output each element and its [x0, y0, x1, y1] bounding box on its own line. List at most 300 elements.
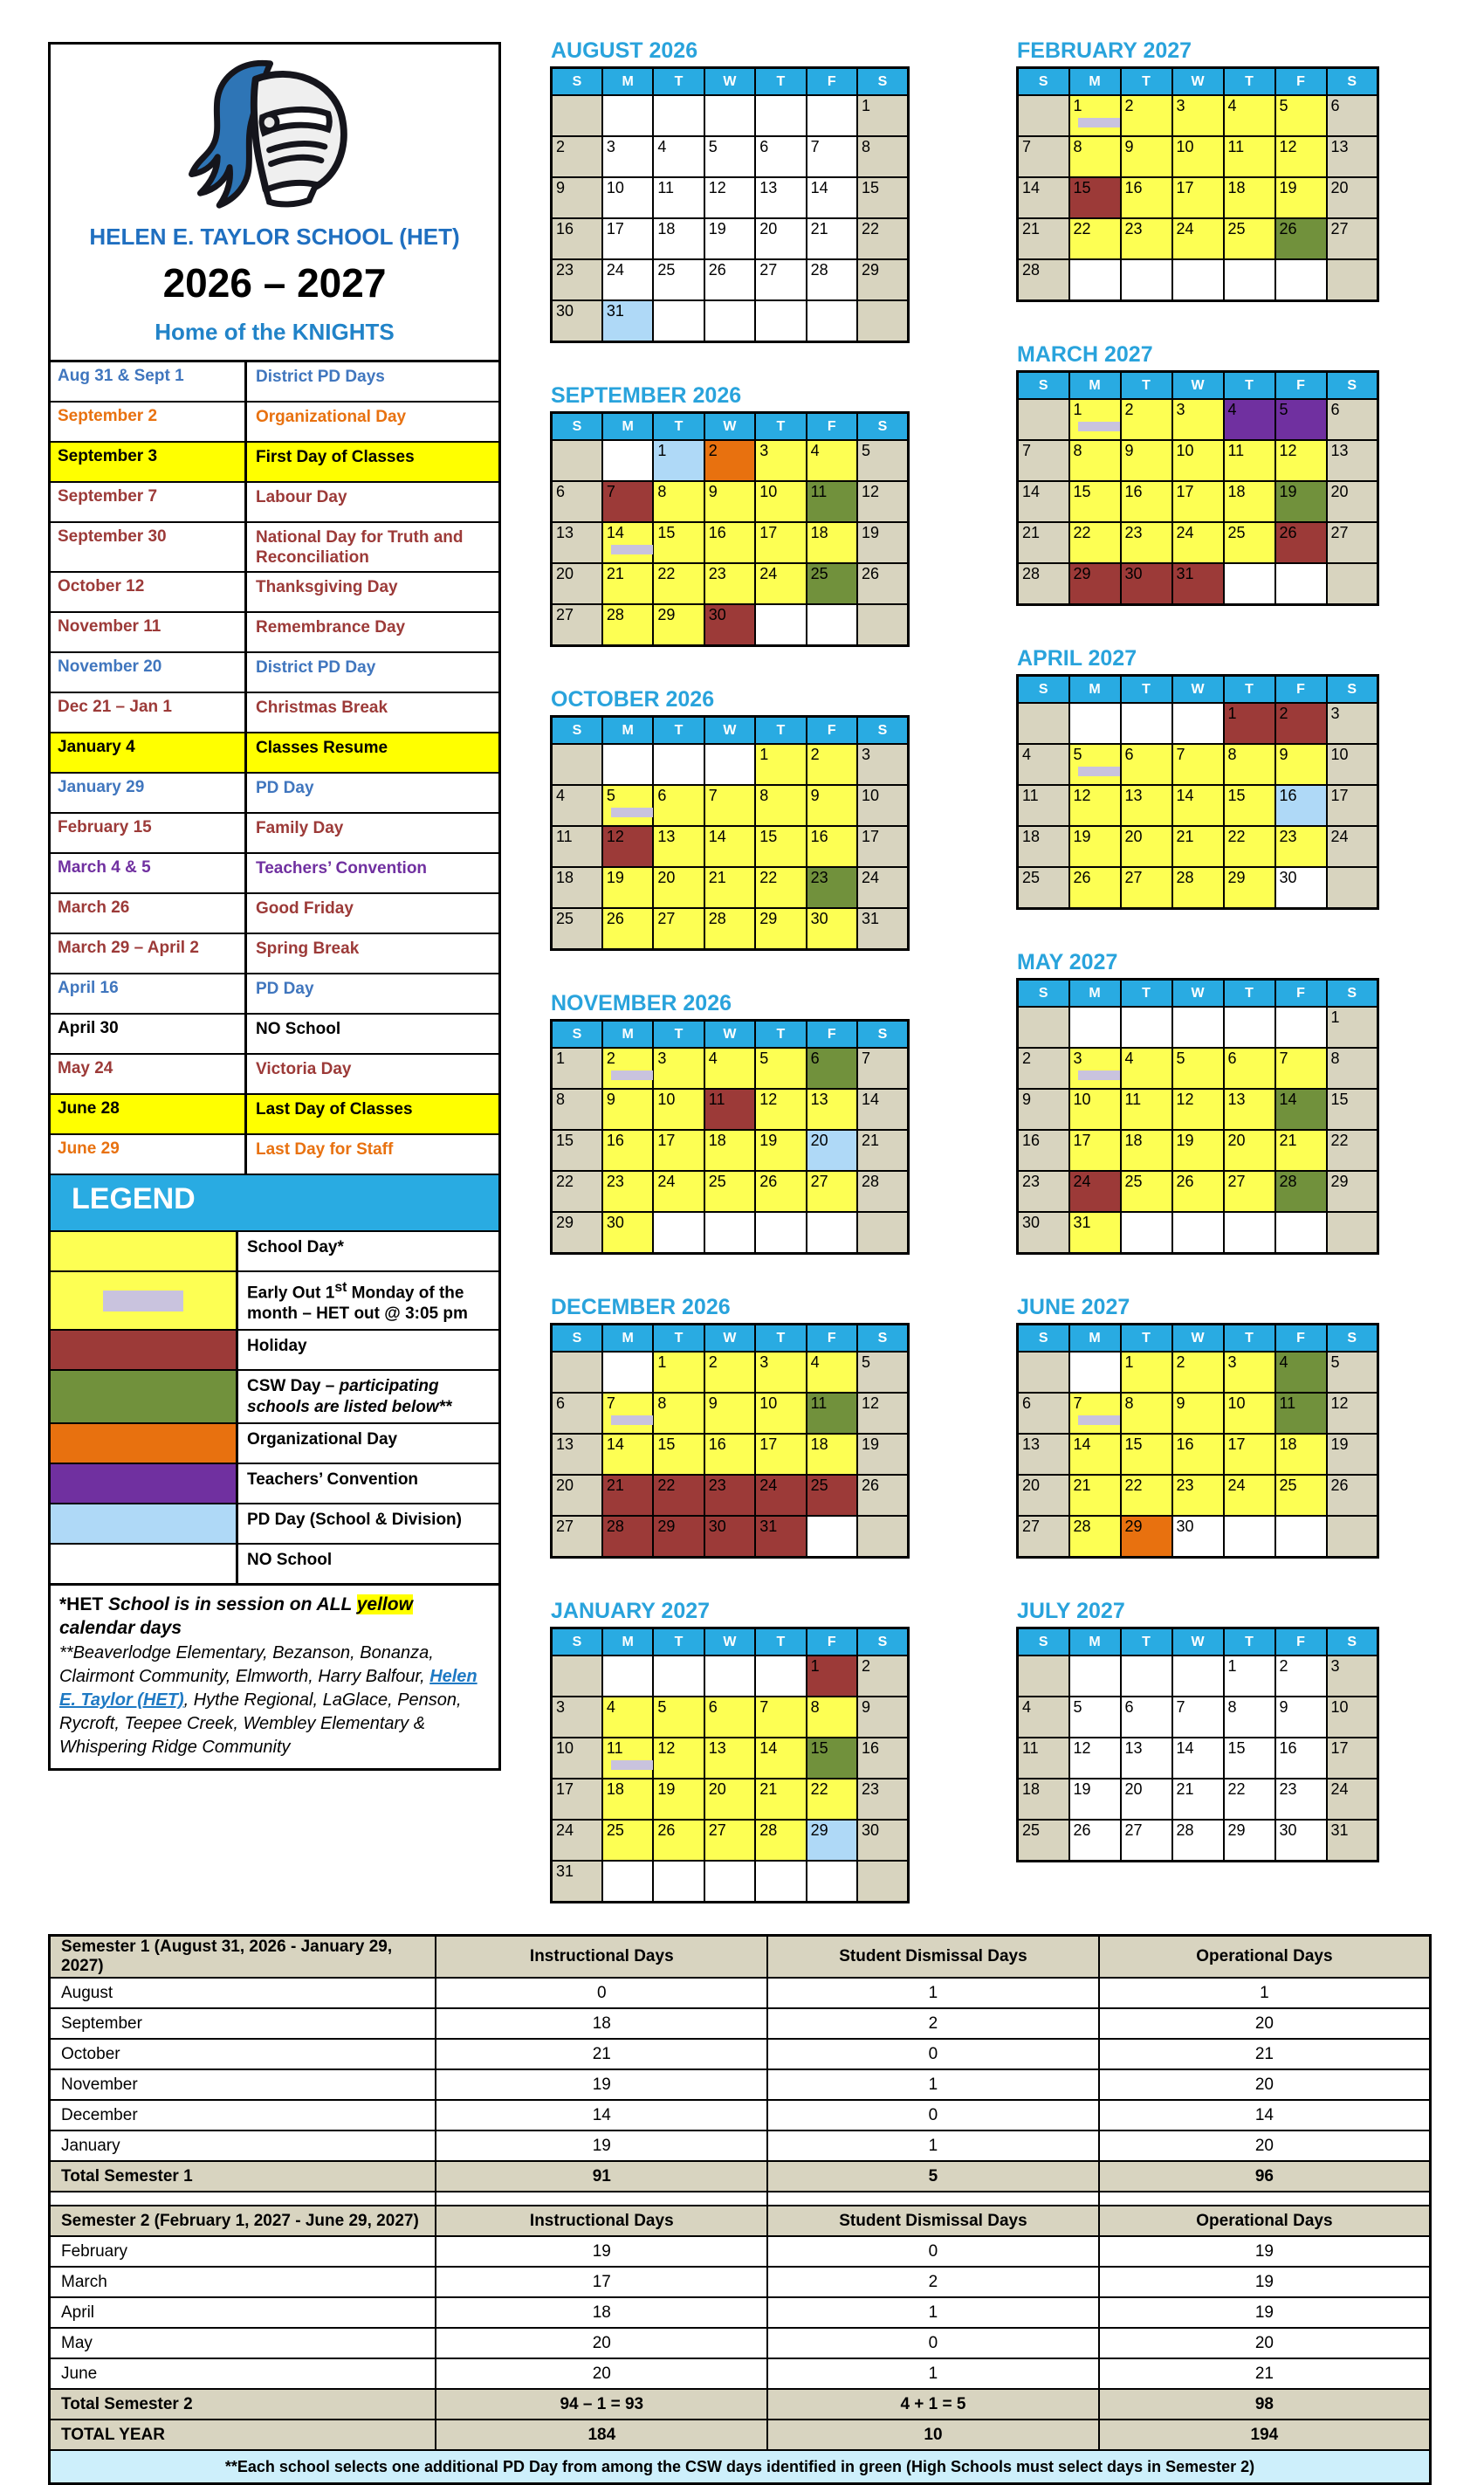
day-of-week-header: T: [653, 413, 704, 441]
footnote-session: *HET School is in session on ALL yellow calendar days: [59, 1594, 413, 1639]
day-cell: 4: [1224, 399, 1275, 440]
day-cell: 20: [807, 1130, 857, 1171]
day-cell: 26: [755, 1171, 806, 1212]
day-of-week-header: M: [1069, 1325, 1121, 1353]
day-of-week-header: S: [552, 1325, 602, 1353]
calendar-week-row: [1018, 703, 1378, 744]
summary-footnote: **Each school selects one additional PD Day from among the CSW days identified in green (High Schools must select days in Semester 2): [50, 2450, 1431, 2484]
legend-item-early-out: [51, 1270, 498, 1329]
day-of-week-header: M: [602, 717, 653, 745]
summary-value: 0: [767, 2328, 1099, 2358]
day-of-week-row: [1018, 68, 1378, 96]
day-cell: 1: [1069, 95, 1121, 136]
calendar-week-row: [552, 95, 909, 136]
day-cell: [1018, 95, 1069, 136]
key-date-row: [51, 774, 498, 814]
day-cell: 12: [1069, 1738, 1121, 1779]
day-of-week-header: W: [704, 1021, 755, 1049]
day-cell: 9: [807, 785, 857, 826]
day-cell: 29: [653, 604, 704, 646]
summary-value: 2: [767, 2008, 1099, 2039]
day-cell: 14: [1172, 1738, 1224, 1779]
day-of-week-header: T: [755, 717, 806, 745]
month-summary-row: [50, 2297, 1431, 2328]
day-cell: 7: [602, 1393, 653, 1434]
school-day-swatch: [51, 1232, 238, 1270]
day-cell: 24: [653, 1171, 704, 1212]
day-cell: [755, 95, 806, 136]
day-cell: 11: [1275, 1393, 1327, 1434]
month-january-2027: [550, 1599, 910, 1903]
early-out-stripe: [1078, 118, 1120, 127]
spacer-row: [50, 2192, 1431, 2206]
day-of-week-header: M: [602, 413, 653, 441]
day-cell: 26: [704, 259, 755, 300]
day-cell: 20: [1018, 1475, 1069, 1516]
day-of-week-header: S: [1018, 676, 1069, 704]
day-cell: 2: [1172, 1352, 1224, 1393]
day-cell: 10: [602, 177, 653, 218]
day-cell: 29: [1327, 1171, 1378, 1212]
day-cell: 18: [653, 218, 704, 259]
day-cell: 30: [602, 1212, 653, 1254]
day-cell: 12: [857, 1393, 908, 1434]
sidebar-footnotes: [51, 1583, 498, 1768]
day-of-week-header: S: [857, 413, 908, 441]
calendar-column-2: [1016, 38, 1379, 1903]
day-cell: [653, 1861, 704, 1903]
day-cell: 21: [857, 1130, 908, 1171]
day-cell: 11: [704, 1089, 755, 1130]
day-cell: [653, 1212, 704, 1254]
semester-total-row: [50, 2389, 1431, 2420]
calendar-week-row: [1018, 1130, 1378, 1171]
day-of-week-header: F: [1275, 676, 1327, 704]
day-cell: 4: [1121, 1048, 1172, 1089]
day-cell: 16: [1172, 1434, 1224, 1475]
day-cell: 23: [704, 1475, 755, 1516]
summary-row-label: Semester 1 (August 31, 2026 - January 29, 2027): [50, 1936, 436, 1979]
day-cell: 27: [1224, 1171, 1275, 1212]
day-cell: 18: [704, 1130, 755, 1171]
day-cell: 8: [857, 136, 908, 177]
day-cell: [807, 300, 857, 342]
day-cell: 3: [1327, 1656, 1378, 1697]
early-out-stripe: [611, 1415, 653, 1425]
day-cell: 12: [755, 1089, 806, 1130]
calendar-grid: [1016, 1627, 1379, 1862]
day-cell: 4: [602, 1697, 653, 1738]
month-title: APRIL 2027: [1017, 646, 1137, 671]
key-date-event: District PD Days: [256, 368, 385, 386]
day-of-week-row: [1018, 372, 1378, 400]
calendar-week-row: [552, 1697, 909, 1738]
key-date-row: [51, 613, 498, 653]
day-cell: 3: [755, 1352, 806, 1393]
day-of-week-header: M: [1069, 372, 1121, 400]
calendar-week-row: [552, 1475, 909, 1516]
day-cell: 30: [552, 300, 602, 342]
calendar-grid: [1016, 978, 1379, 1255]
day-cell: 4: [1018, 1697, 1069, 1738]
day-of-week-header: S: [552, 68, 602, 96]
day-of-week-header: S: [1018, 372, 1069, 400]
day-cell: [1018, 399, 1069, 440]
calendar-week-row: [552, 1130, 909, 1171]
day-cell: [602, 1656, 653, 1697]
summary-value: 10: [767, 2420, 1099, 2450]
day-cell: 28: [807, 259, 857, 300]
day-cell: 26: [857, 1475, 908, 1516]
calendar-week-row: [1018, 136, 1378, 177]
day-of-week-header: S: [1327, 1628, 1378, 1656]
day-cell: 12: [704, 177, 755, 218]
day-of-week-header: T: [653, 1628, 704, 1656]
summary-row-label: November: [50, 2069, 436, 2100]
day-cell: 24: [755, 563, 806, 604]
day-cell: 14: [1018, 481, 1069, 522]
day-cell: 20: [1121, 826, 1172, 867]
summary-value: 20: [1099, 2069, 1431, 2100]
day-cell: 22: [1327, 1130, 1378, 1171]
day-cell: 1: [653, 1352, 704, 1393]
day-cell: 13: [1121, 785, 1172, 826]
day-cell: 3: [755, 440, 806, 481]
day-cell: 10: [1327, 744, 1378, 785]
day-of-week-header: T: [1224, 1628, 1275, 1656]
calendar-week-row: [552, 218, 909, 259]
summary-value: 0: [436, 1978, 767, 2008]
day-cell: 14: [704, 826, 755, 867]
day-cell: 18: [807, 522, 857, 563]
summary-value: 2: [767, 2267, 1099, 2297]
day-cell: [1224, 1212, 1275, 1254]
day-cell: 19: [1327, 1434, 1378, 1475]
het-school-link[interactable]: Helen E. Taylor (HET): [59, 1667, 477, 1711]
calendar-grid: [550, 411, 910, 647]
day-cell: [1121, 1007, 1172, 1048]
day-cell: 27: [1018, 1516, 1069, 1558]
month-title: SEPTEMBER 2026: [551, 383, 742, 408]
day-cell: [1172, 1212, 1224, 1254]
day-cell: 28: [602, 604, 653, 646]
summary-row-label: January: [50, 2130, 436, 2161]
day-cell: 6: [1327, 399, 1378, 440]
day-cell: 15: [653, 1434, 704, 1475]
day-cell: 13: [552, 1434, 602, 1475]
summary-value: 14: [1099, 2100, 1431, 2130]
day-cell: 9: [1172, 1393, 1224, 1434]
day-cell: 23: [552, 259, 602, 300]
day-cell: [653, 1656, 704, 1697]
calendar-week-row: [1018, 1048, 1378, 1089]
day-cell: 5: [1172, 1048, 1224, 1089]
day-cell: [1224, 1007, 1275, 1048]
key-date-row: [51, 974, 498, 1015]
day-of-week-header: M: [602, 68, 653, 96]
day-cell: 9: [1121, 440, 1172, 481]
day-cell: 17: [755, 522, 806, 563]
day-cell: 11: [807, 1393, 857, 1434]
month-summary-row: [50, 2358, 1431, 2389]
day-cell: 17: [1327, 1738, 1378, 1779]
semester-summary: [48, 1934, 1432, 2485]
day-cell: 26: [1069, 1820, 1121, 1862]
day-cell: 2: [857, 1656, 908, 1697]
day-cell: 8: [755, 785, 806, 826]
day-cell: 15: [1327, 1089, 1378, 1130]
legend-label: CSW Day – participating schools are listed below**: [247, 1377, 452, 1417]
day-cell: 4: [1275, 1352, 1327, 1393]
day-of-week-header: W: [1172, 68, 1224, 96]
day-cell: 16: [857, 1738, 908, 1779]
key-date: November 20: [51, 653, 247, 692]
legend-item-pd-day: [51, 1503, 498, 1543]
day-cell: [1172, 259, 1224, 301]
day-cell: 10: [857, 785, 908, 826]
day-of-week-header: M: [1069, 68, 1121, 96]
summary-row-label: October: [50, 2039, 436, 2069]
day-cell: 13: [1018, 1434, 1069, 1475]
summary-row-label: August: [50, 1978, 436, 2008]
day-of-week-header: S: [1018, 1325, 1069, 1353]
day-cell: 11: [653, 177, 704, 218]
summary-value: 20: [1099, 2130, 1431, 2161]
key-date-event: Good Friday: [256, 899, 354, 918]
day-cell: 10: [1172, 136, 1224, 177]
day-cell: 19: [857, 522, 908, 563]
day-cell: 21: [602, 563, 653, 604]
day-cell: 26: [1172, 1171, 1224, 1212]
day-cell: [1121, 1656, 1172, 1697]
day-cell: 19: [1069, 1779, 1121, 1820]
day-of-week-row: [1018, 676, 1378, 704]
day-cell: 15: [1121, 1434, 1172, 1475]
summary-value: 1: [767, 2297, 1099, 2328]
day-cell: 18: [1275, 1434, 1327, 1475]
summary-value: 0: [767, 2236, 1099, 2267]
day-cell: 16: [602, 1130, 653, 1171]
day-cell: 6: [755, 136, 806, 177]
key-date: November 11: [51, 613, 247, 651]
summary-value: 19: [1099, 2236, 1431, 2267]
key-date-event: Christmas Break: [256, 699, 388, 717]
day-cell: 25: [1018, 1820, 1069, 1862]
day-cell: [552, 1352, 602, 1393]
day-cell: 30: [704, 1516, 755, 1558]
calendar-grid: [1016, 1323, 1379, 1559]
calendar-week-row: [552, 1048, 909, 1089]
day-cell: 27: [755, 259, 806, 300]
day-cell: 15: [807, 1738, 857, 1779]
spacer-cell: [767, 2192, 1099, 2206]
day-cell: 8: [807, 1697, 857, 1738]
day-of-week-header: S: [552, 1628, 602, 1656]
day-cell: 25: [1275, 1475, 1327, 1516]
key-date-row: [51, 573, 498, 613]
day-cell: 1: [1327, 1007, 1378, 1048]
day-cell: 31: [602, 300, 653, 342]
day-cell: 9: [1275, 744, 1327, 785]
day-cell: 5: [1069, 744, 1121, 785]
summary-value: 184: [436, 2420, 767, 2450]
day-cell: 25: [552, 908, 602, 950]
day-cell: 4: [1018, 744, 1069, 785]
day-cell: 17: [1172, 177, 1224, 218]
key-date-event: Family Day: [256, 819, 344, 837]
day-cell: [1275, 259, 1327, 301]
calendar-week-row: [1018, 1171, 1378, 1212]
calendar-grid: [550, 1627, 910, 1903]
day-cell: [1172, 1007, 1224, 1048]
day-cell: [1069, 1352, 1121, 1393]
day-cell: 5: [755, 1048, 806, 1089]
key-date-event: Last Day of Classes: [256, 1100, 413, 1119]
key-date: January 29: [51, 774, 247, 812]
day-cell: 19: [602, 867, 653, 908]
month-summary-row: [50, 2130, 1431, 2161]
day-cell: [1275, 1212, 1327, 1254]
day-cell: 5: [602, 785, 653, 826]
month-october-2026: [550, 687, 910, 951]
day-cell: 28: [1172, 1820, 1224, 1862]
day-cell: [704, 744, 755, 785]
summary-value: 0: [767, 2100, 1099, 2130]
calendar-week-row: [1018, 1697, 1378, 1738]
early-out-stripe: [611, 1070, 653, 1080]
day-cell: [1224, 259, 1275, 301]
day-cell: [1069, 1007, 1121, 1048]
day-cell: 2: [1121, 399, 1172, 440]
day-cell: 24: [552, 1820, 602, 1861]
day-cell: 1: [1224, 1656, 1275, 1697]
day-cell: 15: [1224, 1738, 1275, 1779]
day-cell: 4: [807, 1352, 857, 1393]
day-of-week-header: T: [1121, 676, 1172, 704]
day-cell: 22: [755, 867, 806, 908]
key-date: March 4 & 5: [51, 854, 247, 892]
month-summary-row: [50, 2328, 1431, 2358]
day-cell: 28: [704, 908, 755, 950]
day-cell: 31: [1172, 563, 1224, 605]
day-cell: 7: [1018, 440, 1069, 481]
key-date: September 3: [51, 443, 247, 481]
calendar-week-row: [552, 826, 909, 867]
key-date: February 15: [51, 814, 247, 852]
day-cell: 17: [1172, 481, 1224, 522]
day-cell: [1018, 1656, 1069, 1697]
day-of-week-row: [552, 1628, 909, 1656]
day-cell: 15: [857, 177, 908, 218]
day-cell: 6: [1018, 1393, 1069, 1434]
day-cell: 14: [755, 1738, 806, 1779]
day-cell: 15: [755, 826, 806, 867]
day-cell: 29: [1224, 867, 1275, 909]
day-cell: 7: [807, 136, 857, 177]
calendar-week-row: [552, 522, 909, 563]
summary-value: 17: [436, 2267, 767, 2297]
legend-item-school-day: [51, 1230, 498, 1270]
day-cell: 19: [704, 218, 755, 259]
day-cell: 12: [653, 1738, 704, 1779]
legend-item-organizational-day: [51, 1422, 498, 1463]
day-cell: 4: [807, 440, 857, 481]
day-cell: 15: [1069, 177, 1121, 218]
day-cell: 14: [1172, 785, 1224, 826]
key-date-row: [51, 894, 498, 934]
day-of-week-header: T: [1224, 1325, 1275, 1353]
summary-value: 4 + 1 = 5: [767, 2389, 1099, 2420]
day-cell: 27: [1327, 522, 1378, 563]
month-may-2027: [1016, 950, 1379, 1255]
day-cell: 20: [1224, 1130, 1275, 1171]
day-cell: 24: [1327, 826, 1378, 867]
day-cell: [857, 1516, 908, 1558]
key-date-event: Organizational Day: [256, 408, 407, 426]
day-cell: 3: [1327, 703, 1378, 744]
day-cell: 26: [653, 1820, 704, 1861]
calendar-week-row: [552, 1089, 909, 1130]
day-cell: 14: [807, 177, 857, 218]
summary-value: 0: [767, 2039, 1099, 2069]
day-cell: 2: [602, 1048, 653, 1089]
organizational-day-swatch: [51, 1424, 238, 1463]
day-cell: 13: [552, 522, 602, 563]
calendar-week-row: [1018, 1779, 1378, 1820]
month-summary-row: [50, 2267, 1431, 2297]
summary-value: Student Dismissal Days: [767, 2206, 1099, 2236]
day-cell: [552, 1656, 602, 1697]
knight-helmet-icon: [176, 53, 373, 217]
day-cell: 18: [1018, 826, 1069, 867]
key-date-event: National Day for Truth and Reconciliation: [256, 528, 464, 567]
day-of-week-header: M: [602, 1021, 653, 1049]
day-of-week-header: F: [1275, 372, 1327, 400]
day-cell: [807, 1861, 857, 1903]
day-cell: [602, 1861, 653, 1903]
day-cell: 21: [1018, 218, 1069, 259]
calendar-week-row: [1018, 95, 1378, 136]
day-cell: [755, 1861, 806, 1903]
day-cell: 16: [704, 522, 755, 563]
key-date: April 30: [51, 1015, 247, 1053]
day-cell: [1121, 1212, 1172, 1254]
month-november-2026: [550, 991, 910, 1255]
day-cell: 22: [653, 1475, 704, 1516]
calendar-grid: [550, 1323, 910, 1559]
day-of-week-header: F: [1275, 1628, 1327, 1656]
month-march-2027: [1016, 342, 1379, 606]
day-cell: [1224, 563, 1275, 605]
calendar-week-row: [1018, 1212, 1378, 1254]
day-cell: [704, 300, 755, 342]
day-of-week-header: T: [755, 413, 806, 441]
day-cell: 14: [857, 1089, 908, 1130]
day-cell: 19: [1275, 177, 1327, 218]
day-of-week-header: T: [1121, 1325, 1172, 1353]
day-cell: 24: [1172, 218, 1224, 259]
day-cell: [1172, 703, 1224, 744]
day-of-week-row: [552, 717, 909, 745]
day-cell: 16: [704, 1434, 755, 1475]
day-cell: [653, 95, 704, 136]
legend-list: [51, 1230, 498, 1583]
day-cell: 16: [552, 218, 602, 259]
day-cell: 6: [552, 1393, 602, 1434]
key-date: June 29: [51, 1135, 247, 1174]
day-cell: 21: [1018, 522, 1069, 563]
day-cell: 26: [1275, 218, 1327, 259]
